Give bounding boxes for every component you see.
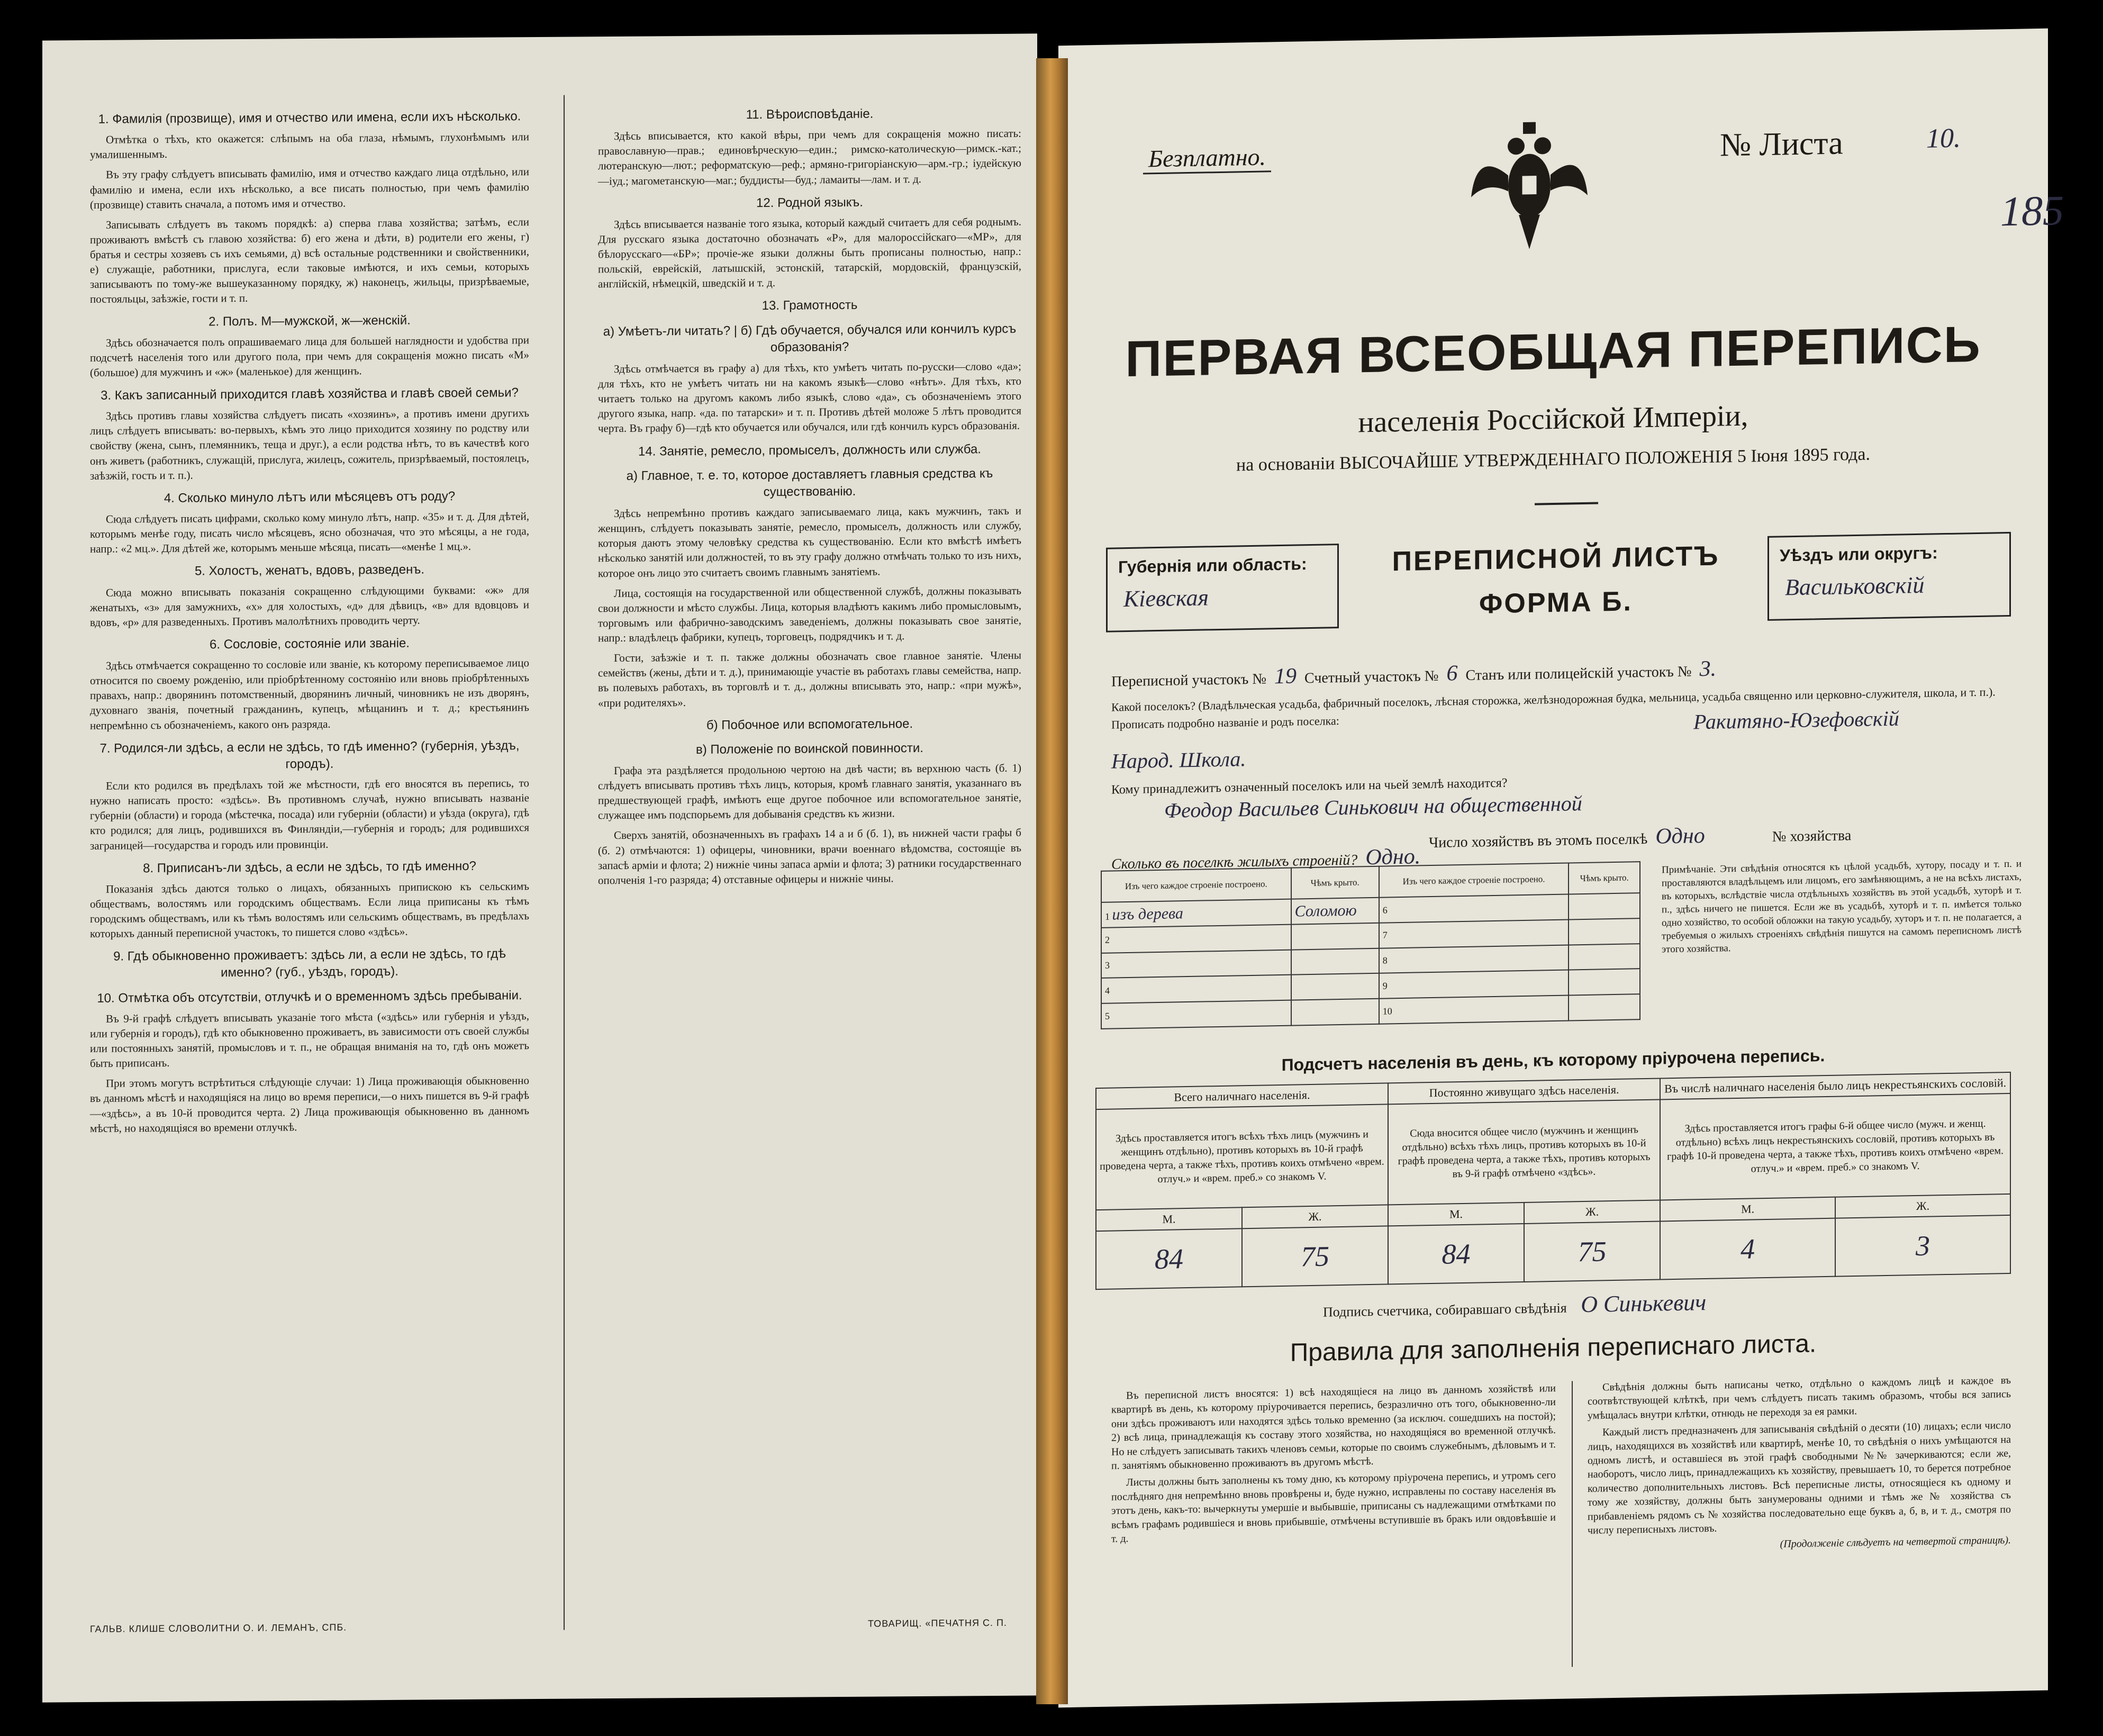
total-male-value: 84 <box>1096 1228 1242 1289</box>
rules-paragraph: Въ переписной листъ вносятся: 1) всѣ находящіеся на лицо въ данномъ хозяйствѣ или квартирѣ въ день, къ которому пріурочивается перепись, безразлично отъ того, обыкновенно-ли они здѣсь проживаютъ или находятся здѣсь только временно (за исключ. сошедшихъ на постой); 2) всѣ лица, принадлежащія къ составу этого хозяйства, но находящіяся во временной отлучкѣ. Но не слѣдуетъ записывать такихъ членовъ семьи, которые по своимъ служебнымъ, дѣловымъ и т. п. занятіямъ обыкновенно проживаютъ въ другомъ мѣстѣ. <box>1111 1382 1556 1472</box>
row-number: 3 <box>1101 950 1291 978</box>
owner-label: Кому принадлежитъ означенный поселокъ или на чьей землѣ находится? <box>1111 776 1508 797</box>
census-decree-line: на основаніи ВЫСОЧАЙШЕ УТВЕРЖДЕННАГО ПОЛОЖЕНІЯ 5 Іюня 1895 года. <box>1236 444 1870 475</box>
buildings-label: Сколько въ поселкѣ жилыхъ строеній? <box>1111 852 1358 873</box>
buildings-note: Примѣчаніе. Эти свѣдѣнія относятся къ цѣлой усадьбѣ, хутору, посаду и т. п. и проставляются владѣльцемъ или лицомъ, его замѣняющимъ, а не на всѣхъ листахъ, въ которыхъ, вслѣдствіе числа отдѣльныхъ хозяйствъ въ этой усадьбѣ, хуторѣ и т. п., здѣсь ничего не пишется. Если же въ усадьбѣ, хуторѣ и т. п. имѣется только одно хозяйство, то особой обложки на такую усадьбу, хуторъ и т. п. не полагается, а требуемыя о жилыхъ строеніяхъ свѣдѣнія пишутся на самомъ переписномъ листѣ этого хозяйства. <box>1662 858 2022 955</box>
non-peasant-header: Въ числѣ наличнаго населенія было лицъ некрестьянскихъ сословій. <box>1660 1072 2010 1100</box>
material-cell: 1 изъ дерева <box>1101 899 1291 928</box>
roof-cell <box>1569 994 1640 1020</box>
section-heading: в) Положеніе по воинской повинности. <box>696 740 923 757</box>
material-header: Изъ чего каждое строеніе построено. <box>1101 868 1291 902</box>
roof-cell <box>1569 893 1640 919</box>
roof-cell <box>1569 969 1640 996</box>
settlement-value-2: Народ. Школа. <box>1111 747 1246 773</box>
settlement-value-1: Ракитяно-Юзефовскій <box>1693 706 1899 734</box>
non-peasant-male-value: 4 <box>1660 1218 1835 1280</box>
section-heading: б) Побочное или вспомогательное. <box>706 716 913 733</box>
district-row <box>1111 656 1720 692</box>
rules-paragraph: Свѣдѣнія должны быть написаны четко, отдѣльно о каждомъ лицѣ и каждое въ соотвѣтствующей клѣткѣ, при чемъ слѣдуетъ писать такимъ образомъ, чтобы вся запись умѣщалась внутри клѣтки, отнюдь не переходя за ея рамки. <box>1588 1374 2011 1422</box>
signature-label: Подпись счетчика, собиравшаго свѣдѣнія <box>1323 1300 1567 1320</box>
row-number: 6 <box>1379 894 1569 923</box>
guberniya-box <box>1106 544 1339 632</box>
households-row <box>1429 820 1851 853</box>
section-heading: 4. Сколько минуло лѣтъ или мѣсяцевъ отъ роду? <box>164 489 456 505</box>
section-heading: 12. Родной языкъ. <box>756 195 863 210</box>
roof-cell: Соломою <box>1291 898 1379 925</box>
roof-cell <box>1291 948 1379 975</box>
uyezd-label: Уѣздъ или округъ: <box>1780 543 1938 565</box>
section-heading: а) Умѣетъ-ли читать? | б) Гдѣ обучается, обучался или кончилъ курсъ образованія? <box>603 321 1017 355</box>
instruction-paragraph: Въ эту графу слѣдуетъ вписывать фамилію, имя и отчество каждаго лица отдѣльно, или фамилію и имена, если ихъ нѣсколько, а все писать полностью, при чемъ фамилію (прозвище) ставить сначала, а потомъ имя и отчество. <box>90 165 529 211</box>
column-divider <box>564 95 565 1630</box>
book-spine <box>1036 58 1068 1704</box>
instruction-paragraph: Здѣсь отмѣчается сокращенно то сословіе или званіе, къ которому переписываемое лицо относится по своему рожденію, или пріобрѣтенному состоянію или вновь пріобрѣтенныхъ правахъ, напр.: дворянинъ потомственный, дворянинъ личный, чиновникъ не изъ дворянъ, духовнаго званія, почетный гражданинъ, купецъ, мѣщанинъ и т. д.; крестьянинъ непремѣнно съ обозначеніемъ, какого онъ разряда. <box>90 656 529 732</box>
instruction-paragraph: При этомъ могутъ встрѣтиться слѣдующіе случаи: 1) Лица проживающія обыкновенно въ данномъ мѣстѣ и находящіяся на лицо во время переписи,—о нихъ пишется въ 9-й графѣ—«здѣсь», а въ 10-й проводится черта. 2) Лица проживающія обыкновенно въ данномъ мѣстѣ, но находящіяся во времени отлучкѣ. <box>90 1074 529 1135</box>
row-number: 4 <box>1101 975 1291 1003</box>
male-header: М. <box>1388 1202 1524 1226</box>
section-heading: а) Главное, т. е. то, которое доставляетъ главныя средства къ существованію. <box>626 466 993 499</box>
roof-cell <box>1291 923 1379 950</box>
instructions-column-1 <box>90 101 529 1623</box>
section-heading: 10. Отмѣтка объ отсутствіи, отлучкѣ и о временномъ здѣсь пребываніи. <box>97 988 522 1006</box>
instruction-paragraph: Сверхъ занятій, обозначенныхъ въ графахъ 14 а и б (б. 1), въ нижней части графы б (б. 2) отмѣчаются: 1) офицеры, чиновники, врачи военнаго вѣдомства, состоящіе въ запасѣ арміи и флота; 2) нижніе чины запаса арміи и флота; 3) ратники государственнаго ополченія 1-го разряда; 4) отставные офицеры и нижніе чины. <box>598 826 1021 887</box>
instruction-paragraph: Лица, состоящія на государственной или общественной службѣ, должны показывать свои должности и мѣсто службы. Лица, которыя владѣютъ какимъ либо промысловымъ, торговымъ или фабрично-заводскимъ заведеніемъ, должны показывать свое занятіе, напр.: владѣлецъ фабрики, купецъ, торговецъ, подрядчикъ и т. д. <box>598 584 1021 645</box>
instruction-paragraph: Здѣсь вписывается названіе того языка, который каждый считаетъ для себя роднымъ. Для русскаго языка достаточно обозначать «Р», для малороссійскаго—«МР», для бѣлорусскаго—«БР»; прочіе-же языки должны быть прописаны полностью, напр.: польскій, еврейскій, латышскій, эстонскій, татарскій, мордовскій, французскій, англійскій, нѣмецкій, шведскій и т. д. <box>598 215 1021 291</box>
imprint-right: ТОВАРИЩ. «ПЕЧАТНЯ С. П. <box>868 1617 1007 1629</box>
instruction-paragraph: Здѣсь обозначается полъ опрашиваемаго лица для большей наглядности и удобства при подсчетѣ населенія того или другого пола, при чемъ для сокращенія можно писать «М» (большое) для мужчинъ и «ж» (маленькое) для женщинъ. <box>90 333 529 379</box>
instruction-paragraph: Показанія здѣсь даются только о лицахъ, обязанныхъ припискою къ сельскимъ обществамъ, волостямъ или городскимъ обществамъ. Если лица приписаны къ тѣмъ городскимъ обществамъ, или къ тѣмъ волостямъ или сельскимъ обществамъ, въ предѣлахъ которыхъ данный переписной участокъ, то пишется слово «здѣсь». <box>90 879 529 941</box>
sheet-number-value: 10. <box>1926 123 1961 154</box>
permanent-population-desc: Сюда вносится общее число (мужчинъ и женщинъ отдѣльно) всѣхъ тѣхъ лицъ, противъ которыхъ въ 10-й графѣ проведена черта, а также тѣхъ, противъ которыхъ въ 9-й графѣ отмѣчено «здѣсь». <box>1388 1099 1660 1205</box>
roof-cell <box>1569 944 1640 970</box>
households-value: Одно <box>1655 823 1705 849</box>
rules-divider <box>1572 1381 1573 1667</box>
total-population-header: Всего наличнаго населенія. <box>1096 1083 1388 1109</box>
sheet-side-number: 185 <box>2000 187 2064 236</box>
census-district-label: Переписной участокъ № <box>1111 671 1267 690</box>
population-table <box>1095 1072 2011 1290</box>
section-heading: 6. Сословіе, состояніе или званіе. <box>210 636 410 652</box>
stan-label: Станъ или полицейскій участокъ № <box>1465 663 1692 684</box>
instruction-paragraph: Здѣсь противъ главы хозяйства слѣдуетъ писать «хозяинъ», а противъ имени другихъ лицъ слѣдуетъ вписывать: во-первыхъ, кѣмъ это лицо приходится хозяину по родству или свойству (жена, сынъ, племянникъ, теща и друг.), а если родства нѣтъ, то въ качествѣ кого онъ живетъ (работникъ, служащій, прислуга, жилецъ, сожитель, призрѣваемый, постоялецъ, заѣзжій, гость и т. п.). <box>90 406 529 482</box>
sheet-title-line-2: ФОРМА Б. <box>1479 586 1633 620</box>
section-heading: 5. Холостъ, женатъ, вдовъ, разведенъ. <box>194 562 425 578</box>
section-heading: 2. Полъ. М—мужской, ж—женскій. <box>209 313 411 329</box>
census-title: ПЕРВАЯ ВСЕОБЩАЯ ПЕРЕПИСЬ <box>1125 315 1981 388</box>
rules-paragraph: Каждый листъ предназначенъ для записыванія свѣдѣній о десяти (10) лицахъ; если число лицъ, находящихся въ хозяйствѣ или квартирѣ, менѣе 10, то свѣдѣнія о нихъ умѣщаются на одномъ листѣ, и оставшіеся въ этой графѣ свободными №№ зачеркиваются; если же, наоборотъ, число лицъ, принадлежащихъ къ хозяйству, превышаетъ 10, то берется потребное количество дополнительныхъ листовъ. Всѣ переписные листы, относящіеся къ одному и тому же хозяйству, должны быть занумерованы одними и тѣмъ же № хозяйства съ прибавленіемъ рядомъ съ № хозяйства последовательно еще буквъ а, б, в, и т. д., смотря по числу переписныхъ листовъ. <box>1588 1419 2011 1536</box>
row-number: 7 <box>1379 919 1569 948</box>
instruction-paragraph: Здѣсь непремѣнно противъ каждаго записываемаго лица, какъ мужчинъ, такъ и женщинъ, слѣдуетъ показывать занятіе, ремесло, промыселъ, должность или службу, которыя даютъ этому человѣку средства къ существованію. Если кто вмѣстѣ имѣетъ нѣсколько занятій или должностей, то въ эту графу должно отмѣчать только то изъ нихъ, которое онъ лицо это считаетъ своимъ главнымъ занятіемъ. <box>598 504 1021 580</box>
instruction-paragraph: Если кто родился въ предѣлахъ той же мѣстности, гдѣ его вносятся въ перепись, то нужно написать просто: «здѣсь». Въ противномъ случаѣ, нужно вписывать названіе губерніи (области) и города (мѣстечка, посада) или губерніи (области) и уѣзда (округа), гдѣ кто родился; для лицъ, родившихся въ Финляндіи,—губернія и городъ; для родившихся заграницей—государства и городъ или провинціи. <box>90 776 529 852</box>
permanent-male-value: 84 <box>1388 1224 1524 1284</box>
female-header: Ж. <box>1242 1205 1388 1228</box>
row-number: 9 <box>1379 970 1569 999</box>
imprint-left: ГАЛЬВ. КЛИШЕ СЛОВОЛИТНИ О. И. ЛЕМАНЪ, СПБ. <box>90 1622 347 1634</box>
roof-header-2: Чѣмъ крыто. <box>1569 862 1640 894</box>
instruction-paragraph: Здѣсь вписывается, кто какой вѣры, при чемъ для сокращенія можно писать: православную—прав.; единовѣрческую—един.; римско-католическую—римск.-кат.; лютеранскую—лют.; реформатскую—реф.; армяно-григоріанскую—арм.-гр.; іудейскую—іуд.; магометанскую—маг.; буддисты—буд.; ламаиты—лам. и т. д. <box>598 126 1021 187</box>
guberniya-value: Кіевская <box>1123 584 1209 612</box>
non-peasant-female-value: 3 <box>1835 1215 2010 1277</box>
rules-column-2 <box>1588 1373 2011 1558</box>
section-heading: 9. Гдѣ обыкновенно проживаетъ: здѣсь ли, а если не здѣсь, то гдѣ именно? (губ., уѣздъ, городъ). <box>113 946 506 980</box>
roof-cell <box>1291 973 1379 1000</box>
male-header: М. <box>1096 1207 1242 1231</box>
sheet-title-line-1: ПЕРЕПИСНОЙ ЛИСТЪ <box>1392 540 1720 577</box>
right-page <box>1058 29 2064 1708</box>
guberniya-label: Губернія или область: <box>1118 554 1307 577</box>
roof-cell <box>1569 918 1640 945</box>
female-header: Ж. <box>1524 1200 1660 1223</box>
section-heading: 7. Родился-ли здѣсь, а если не здѣсь, то гдѣ именно? (губернія, уѣздъ, городъ). <box>99 738 520 772</box>
census-district-value: 19 <box>1274 664 1297 689</box>
population-desc-row <box>1096 1093 2010 1210</box>
total-female-value: 75 <box>1242 1226 1388 1287</box>
free-label: Безплатно. <box>1143 142 1271 174</box>
sheet-form-title <box>1365 534 1746 629</box>
roof-header: Чѣмъ крыто. <box>1291 866 1379 899</box>
buildings-table <box>1101 861 1640 1029</box>
instruction-paragraph: Графа эта раздѣляется продольною чертою на двѣ части; въ верхнюю часть (б. 1) слѣдуетъ вписывать противъ тѣхъ лицъ, которыя, кромѣ главнаго занятія, указаннаго въ предшествующей графѣ, имѣютъ еще другое побочное или вспомогательное занятіе, служащее имъ подспорьемъ для добыванія средствъ къ жизни. <box>598 761 1021 822</box>
left-page <box>42 33 1037 1702</box>
section-heading: 3. Какъ записанный приходится главѣ хозяйства и главѣ своей семьи? <box>101 385 519 403</box>
buildings-value: Одно. <box>1365 844 1421 870</box>
stan-value: 3. <box>1699 656 1717 682</box>
permanent-female-value: 75 <box>1524 1221 1660 1281</box>
households-label: Число хозяйствъ въ этомъ поселкѣ <box>1429 830 1648 852</box>
counting-district-label: Счетный участокъ № <box>1304 667 1439 687</box>
population-title: Подсчетъ населенія въ день, къ которому пріурочена перепись. <box>1281 1046 1825 1074</box>
instruction-paragraph: Сюда можно вписывать показанія сокращенно слѣдующими буквами: «ж» для женатыхъ, «з» для замужнихъ, «х» для холостыхъ, «д» для дѣвицъ, «в» для вдовцовъ и вдовъ, «р» для разведенныхъ. Противъ малолѣтнихъ проводить черту. <box>90 583 529 629</box>
settlement-label: Какой поселокъ? (Владѣльческая усадьба, фабричный поселокъ, лѣсная сторожка, желѣзнодорожная будка, мельница, усадьба священно или церковно-служителя, школа, и т. п.). Прописать подробно названіе и родъ поселка: <box>1111 685 1996 731</box>
row-number: 10 <box>1379 996 1569 1024</box>
section-heading: 8. Приписанъ-ли здѣсь, а если не здѣсь, то гдѣ именно? <box>143 858 476 875</box>
counting-district-value: 6 <box>1446 661 1458 686</box>
instruction-paragraph: Отмѣтка о тѣхъ, кто окажется: слѣпымъ на оба глаза, нѣмымъ, глухонѣмымъ или умалишеннымъ. <box>90 130 529 161</box>
non-peasant-desc: Здѣсь проставляется итогъ графы 6-й общее число (мужч. и женщ. отдѣльно) всѣхъ лицъ некрестьянскихъ сословій, противъ которыхъ въ графѣ 10-й проведена черта, а также тѣхъ, противъ коихъ отмѣчено «врем. отлуч.» и «врем. преб.» со знакомъ V. <box>1660 1093 2010 1200</box>
rules-paragraph: Листы должны быть заполнены къ тому дню, къ которому пріурочена перепись, и утромъ сего послѣдняго дня непремѣнно вновь провѣрены и, буде нужно, исправлены по составу населенія въ этотъ день, какъ-то: вычеркнуты умершіе и выбывшіе, приписаны съ надлежащими отмѣтками по всѣмъ графамъ родившіеся и вновь прибывшіе, отмѣчены вступившіе въ бракъ или овдовѣвшіе и т. д. <box>1111 1469 1556 1545</box>
section-heading: 14. Занятіе, ремесло, промыселъ, должность или служба. <box>638 441 981 459</box>
section-heading: 1. Фамилія (прозвище), имя и отчество или имена, если ихъ нѣсколько. <box>98 109 521 126</box>
sheet-number-label: № Листа <box>1720 125 1843 164</box>
household-number-label: № хозяйства <box>1772 827 1852 845</box>
signature-value: О Синькевич <box>1581 1289 1707 1318</box>
row-number: 8 <box>1379 945 1569 973</box>
double-headed-eagle-emblem <box>1466 116 1593 256</box>
census-subtitle: населенія Россійской Имперіи, <box>1358 399 1748 439</box>
owner-value: Феодор Васильев Синькович на общественной <box>1164 791 1582 822</box>
rules-title: Правила для заполненія переписнаго листа. <box>1290 1330 1817 1367</box>
uyezd-box <box>1767 532 2011 621</box>
continued-note: (Продолженіе слѣдуетъ на четвертой страницѣ). <box>1780 1534 2011 1550</box>
enumerator-signature-row <box>1323 1289 1706 1323</box>
permanent-population-header: Постоянно живущаго здѣсь населенія. <box>1388 1078 1660 1104</box>
total-population-desc: Здѣсь проставляется итогъ всѣхъ тѣхъ лицъ (мужчинъ и женщинъ отдѣльно), противъ которыхъ въ 10-й графѣ проведена черта, а также тѣхъ, противъ коихъ отмѣчено «врем. отлуч.» и «врем. преб.» со знакомъ V. <box>1096 1104 1388 1210</box>
male-header: М. <box>1660 1197 1835 1222</box>
section-heading: 11. Вѣроисповѣданіе. <box>746 106 874 122</box>
instruction-paragraph: Въ 9-й графѣ слѣдуетъ вписывать указаніе того мѣста («здѣсь» или губернія и уѣздъ, или губернія и городъ), гдѣ кто обыкновенно проживаетъ, въ зависимости отъ своей службы или постоянныхъ занятій, промысловъ и т. п., не обращая вниманія на то, гдѣ онъ можетъ быть приписанъ. <box>90 1009 529 1070</box>
rules-column-1 <box>1111 1381 1556 1549</box>
title-divider <box>1535 502 1598 505</box>
section-heading: 13. Грамотность <box>762 298 858 313</box>
instruction-paragraph: Записывать слѣдуетъ въ такомъ порядкѣ: а) сперва глава хозяйства; затѣмъ, если проживаютъ вмѣстѣ съ главою хозяйства: б) его жена и дѣти, в) родители его жены, г) братья и сестры хозяевъ съ ихъ семьями, д) всѣ остальные родственники и свойственники, е) служащіе, работники, прислуга, если таковые имѣются, и ихъ семьи, которыхъ записываютъ по тому-же вышеуказанному порядку, ж) наконецъ, жильцы, призрѣваемые, постояльцы, заѣзжіе, гости и т. п. <box>90 215 529 306</box>
instruction-paragraph: Гости, заѣзжіе и т. п. также должны обозначать свое главное занятіе. Члены семействъ (жены, дѣти и т. д.), принимающіе участіе въ работахъ главы семейства, напр. въ полевыхъ работахъ, въ торговлѣ и т. д., должны вписывать это, напр.: «при мужѣ», «при родителяхъ». <box>598 648 1021 709</box>
roof-cell <box>1291 999 1379 1026</box>
instruction-paragraph: Сюда слѣдуетъ писать цифрами, сколько кому минуло лѣтъ, напр. «35» и т. д. Для дѣтей, которымъ менѣе году, писать число мѣсяцевъ, ясно обозначая, что это мѣсяцы, а не года, напр.: «2 мц.». Для дѣтей же, которымъ меньше мѣсяца, писать—«менѣе 1 мц.». <box>90 510 529 556</box>
material-header-2: Изъ чего каждое строеніе построено. <box>1379 863 1569 897</box>
row-number: 2 <box>1101 925 1291 953</box>
female-header: Ж. <box>1835 1194 2010 1218</box>
uyezd-value: Васильковскій <box>1785 572 1925 601</box>
instruction-paragraph: Здѣсь отмѣчается въ графу а) для тѣхъ, кто умѣетъ читать по-русски—слово «да»; для тѣхъ, кто не умѣетъ читать ни на какомъ языкѣ—слово «нѣтъ». Для тѣхъ, кто читаетъ только на другомъ какомъ либо языкѣ, слово «да», съ обозначеніемъ этого другого языка, напр. «да. по татарски» и т. п. Противъ дѣтей моложе 5 лѣтъ проводится черта. Въ графу б)—гдѣ кто обучается или обучался, или гдѣ кончилъ курсъ образованія. <box>598 359 1021 435</box>
instructions-column-2 <box>598 97 1021 1620</box>
row-number: 5 <box>1101 1000 1291 1029</box>
